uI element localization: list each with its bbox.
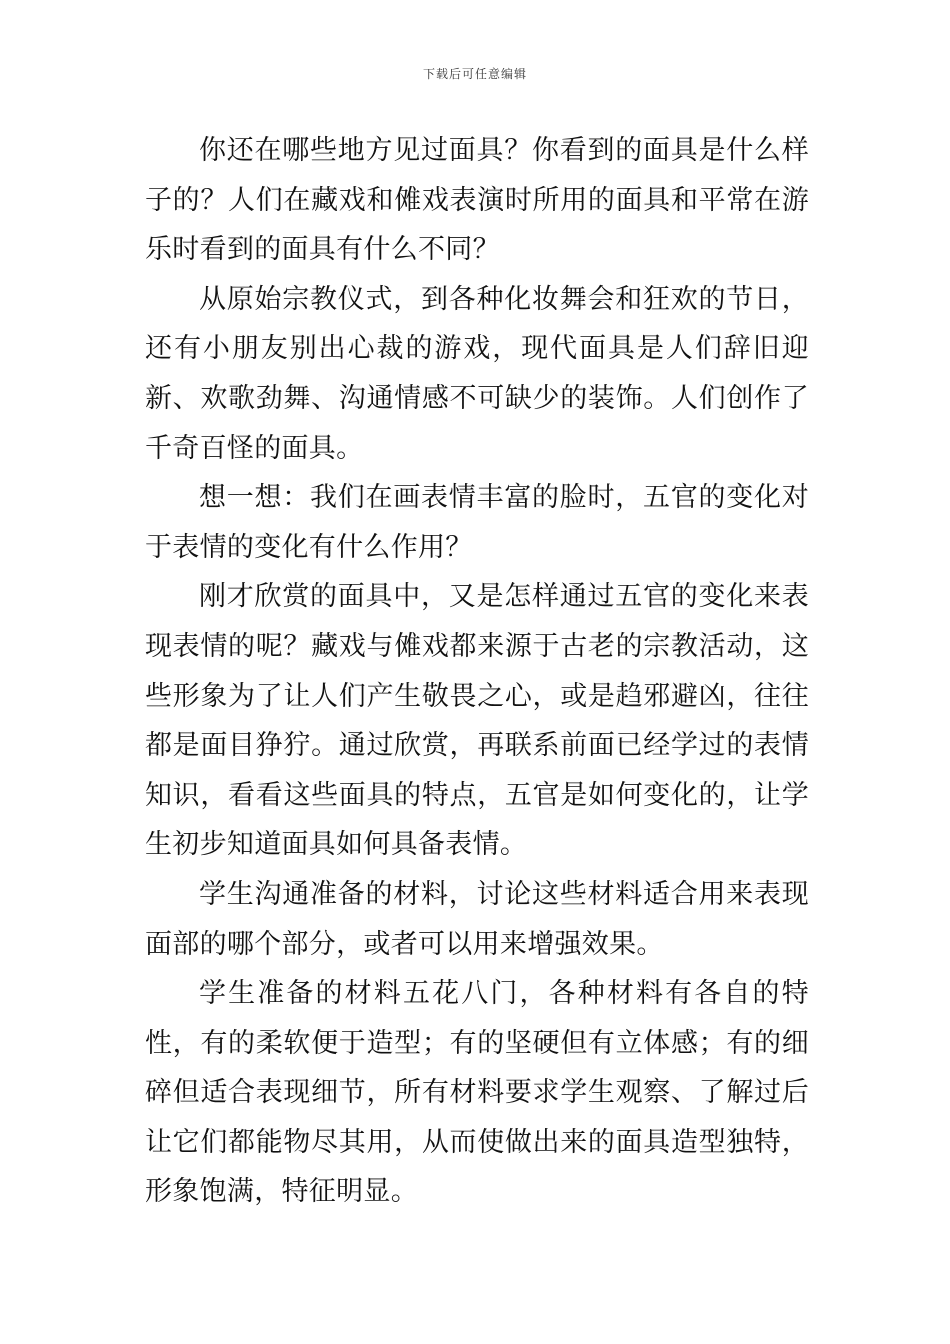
paragraph-3: 想一想：我们在画表情丰富的脸时，五官的变化对于表情的变化有什么作用？ (145, 482, 809, 563)
document-body (145, 126, 809, 1217)
paragraph-6: 学生准备的材料五花八门，各种材料有各自的特性，有的柔软便于造型；有的坚硬但有立体感；有的细碎但适合表现细节，所有材料要求学生观察、了解过后让它们都能物尽其用，从而使做出来的面具造型独特，形象饱满，特征明显。 (145, 978, 809, 1208)
header-note: 下载后可任意编辑 (422, 67, 527, 81)
paragraph-5: 学生沟通准备的材料，讨论这些材料适合用来表现面部的哪个部分，或者可以用来增强效果。 (145, 878, 809, 960)
paragraph-4: 刚才欣赏的面具中，又是怎样通过五官的变化来表现表情的呢？藏戏与傩戏都来源于古老的宗教活动，这些形象为了让人们产生敬畏之心，或是趋邪避凶，往往都是面目狰狞。通过欣赏，再联系前面已经学过的表情知识，看看这些面具的特点，五官是如何变化的，让学生初步知道面具如何具备表情。 (145, 581, 809, 861)
paragraph-2: 从原始宗教仪式，到各种化妆舞会和狂欢的节日，还有小朋友别出心裁的游戏，现代面具是人们辞旧迎新、欢歌劲舞、沟通情感不可缺少的装饰。人们创作了千奇百怪的面具。 (145, 283, 809, 464)
paragraph-1: 你还在哪些地方见过面具？你看到的面具是什么样子的？人们在藏戏和傩戏表演时所用的面具和平常在游乐时看到的面具有什么不同？ (145, 135, 809, 266)
